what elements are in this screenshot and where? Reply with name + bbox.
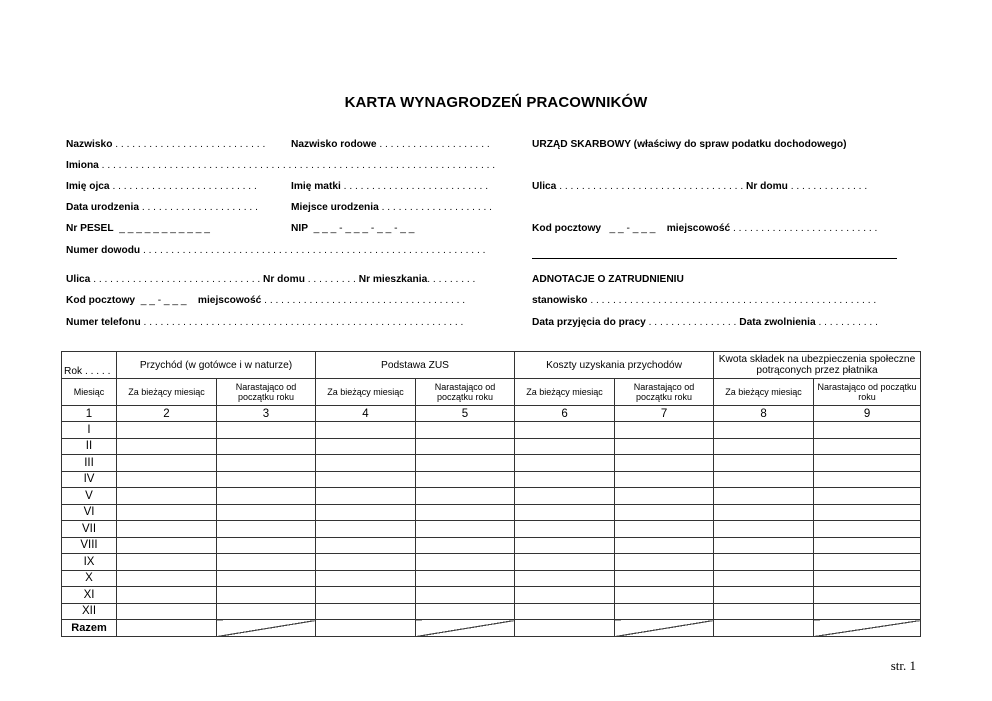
column-number: 1 [62,406,117,422]
nazwisko-rodowe-dots: . . . . . . . . . . . . . . . . . . . . [376,139,490,150]
amount-cell[interactable] [615,438,714,455]
amount-cell[interactable] [117,570,217,587]
month-row [62,455,921,472]
telefon-label: Numer telefonu [66,317,141,328]
amount-cell[interactable] [217,521,316,538]
field-kod-pocztowy[interactable] [66,295,465,307]
amount-cell[interactable] [316,537,416,554]
amount-cell[interactable] [714,554,814,571]
nazwisko-rodowe-label: Nazwisko rodowe [291,139,377,150]
amount-cell[interactable] [416,587,515,604]
amount-cell[interactable] [615,554,714,571]
nazwisko-dots: . . . . . . . . . . . . . . . . . . . . . . . . . . . [112,139,266,150]
amount-cell[interactable] [814,438,921,455]
telefon-dots: . . . . . . . . . . . . . . . . . . . . . . . . . . . . . . . . . . . . . . . . . . . . . . . . . . . . . . . . . [140,317,464,328]
amount-cell[interactable] [814,603,921,620]
sub-header-current: Za bieżący miesiąc [515,379,615,406]
amount-cell[interactable] [217,554,316,571]
month-label: III [62,455,117,472]
amount-cell[interactable] [117,422,217,439]
urzad-ulica-label: Ulica [532,181,557,192]
amount-cell[interactable] [615,603,714,620]
imie-matki-dots: . . . . . . . . . . . . . . . . . . . . . . . . . . [340,181,489,192]
month-row [62,488,921,505]
amount-cell[interactable] [515,587,615,604]
pesel-mask: _ _ _ _ _ _ _ _ _ _ _ [119,223,210,234]
amount-cell[interactable] [714,438,814,455]
sub-header-row [62,379,921,406]
amount-cell[interactable] [714,504,814,521]
sub-header-cumulative: Narastająco od początku roku [217,379,316,406]
amount-cell[interactable] [117,521,217,538]
amount-cell[interactable] [515,438,615,455]
miejsce-urodzenia-label: Miejsce urodzenia [291,202,379,213]
document-title: KARTA WYNAGRODZEŃ PRACOWNIKÓW [344,94,648,111]
field-nip[interactable] [291,223,414,235]
urzad-kod-label: Kod pocztowy [532,223,602,234]
amount-cell[interactable] [714,603,814,620]
ulica-dots: . . . . . . . . . . . . . . . . . . . . . . . . . . . . . . [90,274,261,285]
rok-label[interactable]: Rok . . . . . [62,352,117,379]
amount-cell[interactable] [416,603,515,620]
urzad-ulica-dots: . . . . . . . . . . . . . . . . . . . . . . . . . . . . . . . . . [556,181,744,192]
imiona-dots: . . . . . . . . . . . . . . . . . . . . . . . . . . . . . . . . . . . . . . . . . . . . . . . . . . . . . . . . . . . . . . . . . . . . . . [98,160,496,171]
group-header-koszty: Koszty uzyskania przychodów [515,352,714,379]
amount-cell[interactable] [316,471,416,488]
amount-cell[interactable] [316,554,416,571]
amount-cell[interactable] [217,471,316,488]
month-label: XI [62,587,117,604]
amount-cell[interactable] [714,570,814,587]
imie-ojca-label: Imię ojca [66,181,110,192]
amount-cell[interactable] [615,537,714,554]
dowod-label: Numer dowodu [66,245,141,256]
nip-label: NIP [291,223,308,234]
amount-cell[interactable] [515,422,615,439]
amount-cell[interactable] [416,537,515,554]
dowod-dots: . . . . . . . . . . . . . . . . . . . . . . . . . . . . . . . . . . . . . . . . . . . . . . . . . . . . . . . . . . . . . [140,245,486,256]
amount-cell[interactable] [714,521,814,538]
stanowisko-label: stanowisko [532,295,588,306]
amount-cell[interactable] [515,504,615,521]
amount-cell[interactable] [814,488,921,505]
month-label: V [62,488,117,505]
month-row [62,422,921,439]
amount-cell[interactable] [714,455,814,472]
miesiac-label: Miesiąc [62,379,117,406]
urzad-miejscowosc-dots: . . . . . . . . . . . . . . . . . . . . . . . . . . [730,223,878,234]
field-nazwisko-rodowe[interactable] [291,139,490,151]
amount-cell[interactable] [615,422,714,439]
amount-cell[interactable] [217,422,316,439]
amount-cell[interactable] [714,422,814,439]
amount-cell[interactable] [117,537,217,554]
amount-cell[interactable] [117,603,217,620]
amount-cell[interactable] [416,521,515,538]
month-label: VII [62,521,117,538]
crossed-cell [615,620,714,637]
month-label: I [62,422,117,439]
column-number: 7 [615,406,714,422]
amount-cell[interactable] [416,504,515,521]
amount-cell[interactable] [217,603,316,620]
month-row [62,554,921,571]
nr-mieszkania-dots: . . . . . . . . . [427,274,476,285]
amount-cell[interactable] [615,521,714,538]
sub-header-current: Za bieżący miesiąc [316,379,416,406]
group-header-podstawa-zus: Podstawa ZUS [316,352,515,379]
amount-cell[interactable] [515,570,615,587]
amount-cell[interactable] [714,471,814,488]
crossed-cell [416,620,515,637]
amount-cell[interactable] [117,438,217,455]
imie-ojca-dots: . . . . . . . . . . . . . . . . . . . . . . . . . . [109,181,257,192]
wage-table [61,351,921,637]
przyjecie-label: Data przyjęcia do pracy [532,317,646,328]
field-stanowisko[interactable] [532,295,876,307]
total-amount-cell[interactable] [515,620,615,637]
sub-header-cumulative: Narastająco od początku roku [416,379,515,406]
amount-cell[interactable] [515,537,615,554]
amount-cell[interactable] [615,587,714,604]
month-row [62,504,921,521]
crossed-cell [814,620,921,637]
amount-cell[interactable] [117,504,217,521]
amount-cell[interactable] [714,488,814,505]
zwolnienie-label: Data zwolnienia [739,317,816,328]
urzad-skarbowy-heading [532,139,847,151]
kod-mask: _ _ - _ _ _ [140,295,187,306]
nr-domu-label: Nr domu [263,274,305,285]
imie-matki-label: Imię matki [291,181,341,192]
amount-cell[interactable] [714,537,814,554]
amount-cell[interactable] [515,521,615,538]
nip-mask: _ _ _ - _ _ _ - _ _ - _ _ [313,223,415,234]
amount-cell[interactable] [117,455,217,472]
amount-cell[interactable] [615,504,714,521]
amount-cell[interactable] [615,488,714,505]
amount-cell[interactable] [416,422,515,439]
field-numer-dowodu[interactable] [66,245,485,257]
amount-cell[interactable] [814,504,921,521]
amount-cell[interactable] [515,488,615,505]
page-number: str. 1 [890,658,916,673]
amount-cell[interactable] [316,455,416,472]
total-label: Razem [62,620,117,637]
amount-cell[interactable] [615,570,714,587]
nr-domu-dots: . . . . . . . . . [304,274,356,285]
urzad-kod-mask: _ _ - _ _ _ [609,223,656,234]
sub-header-current: Za bieżący miesiąc [714,379,814,406]
sub-header-cumulative: Narastająco od początku roku [615,379,714,406]
field-imie-ojca[interactable] [66,181,257,193]
amount-cell[interactable] [217,438,316,455]
amount-cell[interactable] [515,554,615,571]
ulica-label: Ulica [66,274,91,285]
group-header-row [62,352,921,379]
month-row [62,570,921,587]
total-amount-cell[interactable] [117,620,217,637]
nr-mieszkania-label: Nr mieszkania [358,274,428,285]
adnotacje-heading [532,274,684,286]
field-miejsce-urodzenia[interactable] [291,202,492,214]
column-number: 2 [117,406,217,422]
amount-cell[interactable] [117,488,217,505]
nazwisko-label: Nazwisko [66,139,113,150]
month-row [62,587,921,604]
data-urodzenia-dots: . . . . . . . . . . . . . . . . . . . . . [139,202,258,213]
group-header-przychod: Przychód (w gotówce i w naturze) [117,352,316,379]
month-label: VIII [62,537,117,554]
crossed-cell [217,620,316,637]
amount-cell[interactable] [416,488,515,505]
total-amount-cell[interactable] [316,620,416,637]
amount-cell[interactable] [117,471,217,488]
miejsce-urodzenia-dots: . . . . . . . . . . . . . . . . . . . . [378,202,492,213]
amount-cell[interactable] [515,603,615,620]
month-label: X [62,570,117,587]
amount-cell[interactable] [814,554,921,571]
column-number: 9 [814,406,921,422]
field-nazwisko[interactable] [66,139,265,151]
amount-cell[interactable] [316,603,416,620]
column-number: 6 [515,406,615,422]
amount-cell[interactable] [416,455,515,472]
column-number: 4 [316,406,416,422]
urzad-label: URZĄD SKARBOWY (właściwy do spraw podatku dochodowego) [532,139,847,150]
field-telefon[interactable] [66,317,463,329]
imiona-label: Imiona [66,160,99,171]
month-label: IX [62,554,117,571]
field-urzad-kod[interactable] [532,223,877,235]
amount-cell[interactable] [316,587,416,604]
urzad-name-line[interactable] [532,258,897,259]
zwolnienie-dots: . . . . . . . . . . . [815,317,878,328]
column-number-row [62,406,921,422]
miejscowosc-dots: . . . . . . . . . . . . . . . . . . . . . . . . . . . . . . . . . . . . [261,295,466,306]
month-row [62,521,921,538]
month-label: VI [62,504,117,521]
amount-cell[interactable] [416,438,515,455]
urzad-miejscowosc-label: miejscowość [666,223,731,234]
amount-cell[interactable] [615,455,714,472]
month-row [62,603,921,620]
amount-cell[interactable] [814,537,921,554]
total-row [62,620,921,637]
amount-cell[interactable] [515,455,615,472]
amount-cell[interactable] [217,587,316,604]
amount-cell[interactable] [316,521,416,538]
month-row [62,438,921,455]
amount-cell[interactable] [316,438,416,455]
field-pesel[interactable] [66,223,210,235]
pesel-label: Nr PESEL [66,223,114,234]
kod-label: Kod pocztowy [66,295,136,306]
amount-cell[interactable] [416,570,515,587]
amount-cell[interactable] [814,521,921,538]
field-adres-ulica[interactable] [66,274,475,286]
column-number: 5 [416,406,515,422]
total-amount-cell[interactable] [714,620,814,637]
field-urzad-ulica[interactable] [532,181,867,193]
amount-cell[interactable] [814,587,921,604]
amount-cell[interactable] [416,554,515,571]
urzad-nr-domu-label: Nr domu [746,181,788,192]
field-imiona[interactable] [66,160,495,172]
amount-cell[interactable] [217,504,316,521]
amount-cell[interactable] [416,471,515,488]
month-row [62,537,921,554]
amount-cell[interactable] [714,587,814,604]
amount-cell[interactable] [316,504,416,521]
sub-header-current: Za bieżący miesiąc [117,379,217,406]
adnotacje-label: ADNOTACJE O ZATRUDNIENIU [532,274,684,285]
group-header-skladki: Kwota składek na ubezpieczenia społeczne potrąconych przez płatnika [714,352,921,379]
amount-cell[interactable] [316,570,416,587]
month-label: IV [62,471,117,488]
data-urodzenia-label: Data urodzenia [66,202,140,213]
amount-cell[interactable] [814,422,921,439]
sub-header-cumulative: Narastająco od początku roku [814,379,921,406]
amount-cell[interactable] [316,422,416,439]
month-row [62,471,921,488]
month-label: II [62,438,117,455]
amount-cell[interactable] [814,471,921,488]
amount-cell[interactable] [217,570,316,587]
amount-cell[interactable] [814,455,921,472]
field-imie-matki[interactable] [291,181,488,193]
amount-cell[interactable] [217,488,316,505]
amount-cell[interactable] [316,488,416,505]
amount-cell[interactable] [515,471,615,488]
amount-cell[interactable] [117,554,217,571]
miejscowosc-label: miejscowość [197,295,262,306]
field-data-urodzenia[interactable] [66,202,258,214]
urzad-nr-domu-dots: . . . . . . . . . . . . . . [787,181,868,192]
column-number: 3 [217,406,316,422]
przyjecie-dots: . . . . . . . . . . . . . . . . [645,317,740,328]
amount-cell[interactable] [217,455,316,472]
stanowisko-dots: . . . . . . . . . . . . . . . . . . . . . . . . . . . . . . . . . . . . . . . . . . . . . . . . . . . [587,295,877,306]
amount-cell[interactable] [814,570,921,587]
amount-cell[interactable] [117,587,217,604]
column-number: 8 [714,406,814,422]
month-label: XII [62,603,117,620]
field-daty-zatrudnienia[interactable] [532,317,878,329]
amount-cell[interactable] [217,537,316,554]
amount-cell[interactable] [615,471,714,488]
